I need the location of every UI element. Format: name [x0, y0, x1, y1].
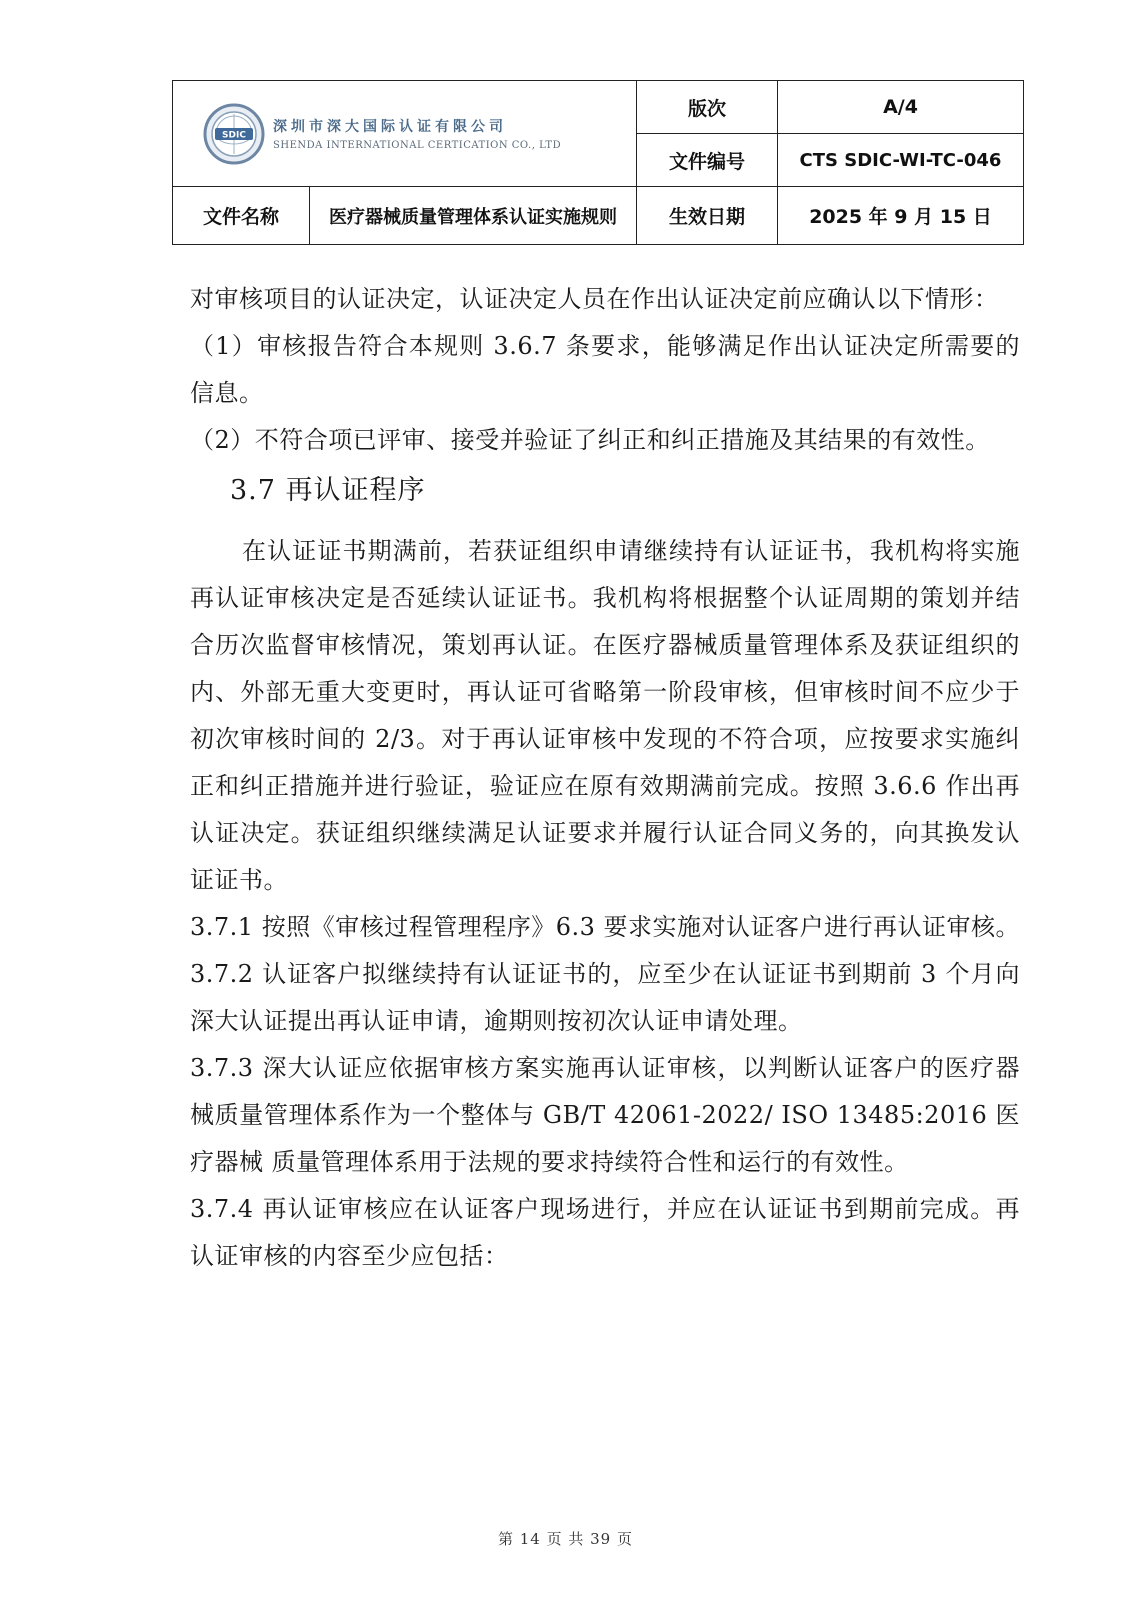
paragraph-item-2: （2）不符合项已评审、接受并验证了纠正和纠正措施及其结果的有效性。: [190, 426, 990, 454]
company-emblem-icon: [203, 103, 265, 165]
version-label: 版次: [637, 81, 778, 134]
effective-date-value: 2025 年 9 月 15 日: [778, 187, 1024, 245]
document-body: [190, 276, 1020, 1280]
logo-mark-text: SDIC: [222, 130, 246, 140]
document-header-table: [172, 80, 1024, 245]
document-name-value: 医疗器械质量管理体系认证实施规则: [310, 187, 637, 245]
clause-3-7-1: 3.7.1 按照《审核过程管理程序》6.3 要求实施对认证客户进行再认证审核。: [190, 913, 1020, 941]
company-logo-cell: [173, 81, 637, 187]
effective-date-label: 生效日期: [637, 187, 778, 245]
paragraph-item-1: （1）审核报告符合本规则 3.6.7 条要求，能够满足作出认证决定所需要的信息。: [190, 332, 1020, 407]
document-name-label: 文件名称: [173, 187, 310, 245]
paragraph-recertification: 在认证证书期满前，若获证组织申请继续持有认证证书，我机构将实施再认证审核决定是否延续认证证书。我机构将根据整个认证周期的策划并结合历次监督审核情况，策划再认证。在医疗器械质量管理体系及获证组织的内、外部无重大变更时，再认证可省略第一阶段审核，但审核时间不应少于初次审核时间的 2/3。对于再认证审核中发现的不符合项，应按要求实施纠正和纠正措施并进行验证，验证应在原有效期满前完成。按照 3.6.6 作出再认证决定。获证组织继续满足认证要求并履行认证合同义务的，向其换发认证证书。: [190, 537, 1020, 894]
section-heading: 3.7 再认证程序: [230, 475, 426, 506]
company-name-en: SHENDA INTERNATIONAL CERTICATION CO., LTD: [273, 140, 562, 151]
version-value: A/4: [778, 81, 1024, 134]
clause-3-7-4: 3.7.4 再认证审核应在认证客户现场进行，并应在认证证书到期前完成。再认证审核的内容至少应包括：: [190, 1195, 1020, 1270]
clause-3-7-3: 3.7.3 深大认证应依据审核方案实施再认证审核，以判断认证客户的医疗器械质量管理体系作为一个整体与 GB/T 42061-2022/ ISO 13485:2016 医疗器械 质量管理体系用于法规的要求持续符合性和运行的有效性。: [190, 1054, 1020, 1176]
document-number-value: CTS SDIC-WI-TC-046: [778, 134, 1024, 187]
document-number-label: 文件编号: [637, 134, 778, 187]
page-number: 第 14 页 共 39 页: [497, 1530, 633, 1548]
company-name-cn: 深圳市深大国际认证有限公司: [273, 119, 507, 135]
clause-3-7-2: 3.7.2 认证客户拟继续持有认证证书的，应至少在认证证书到期前 3 个月向深大认证提出再认证申请，逾期则按初次认证申请处理。: [190, 960, 1020, 1035]
paragraph-intro: 对审核项目的认证决定，认证决定人员在作出认证决定前应确认以下情形：: [190, 285, 999, 313]
